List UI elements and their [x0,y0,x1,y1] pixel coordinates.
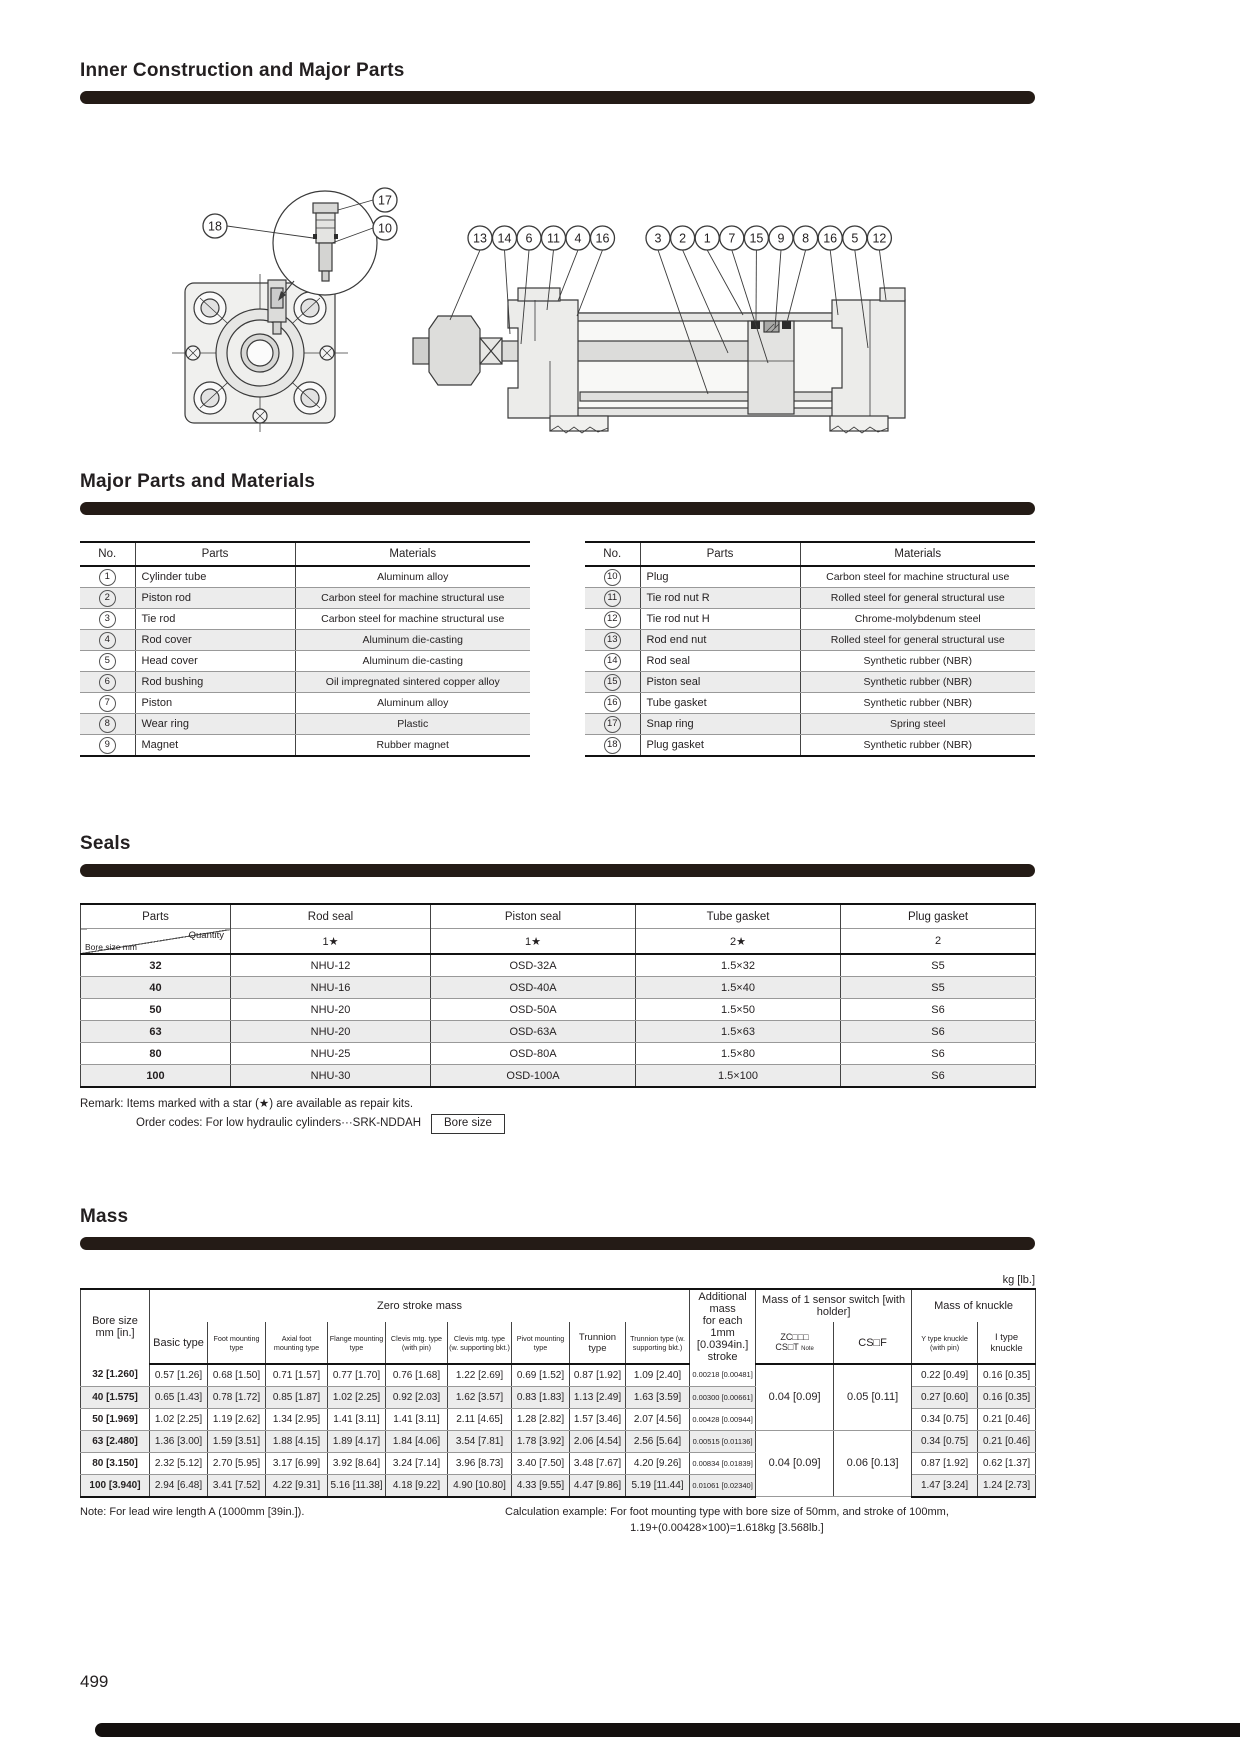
part-number-cell [585,693,640,714]
material-cell: Rolled steel for general structural use [800,630,1035,651]
mass-notes [80,1504,1035,1537]
zero-stroke-mass-cell: 4.47 [9.86] [570,1474,626,1497]
parts-row [80,651,530,672]
additional-mass-cell: 0.01061 [0.02340] [690,1474,756,1497]
svg-text:9: 9 [777,231,785,246]
seal-value-cell: OSD-100A [431,1065,636,1088]
zero-stroke-mass-cell: 3.54 [7.81] [448,1430,512,1452]
mass-of-knuckle-header: Mass of knuckle [912,1289,1036,1323]
material-cell: Aluminum die-casting [295,651,530,672]
seal-value-cell: S6 [841,1065,1036,1088]
knuckle-mass-cell: 0.34 [0.75] [912,1408,978,1430]
parts-row [585,714,1035,735]
part-number-cell [585,588,640,609]
zero-stroke-mass-header: Zero stroke mass [150,1289,690,1323]
svg-text:18: 18 [208,219,222,234]
mass-rule-bar [80,1237,1035,1250]
zero-stroke-mass-cell: 3.48 [7.67] [570,1452,626,1474]
additional-mass-cell: 0.00834 [0.01839] [690,1452,756,1474]
seal-value-cell: S6 [841,1021,1036,1043]
col-header-materials: Materials [295,542,530,566]
parts-row [80,693,530,714]
material-cell: Synthetic rubber (NBR) [800,651,1035,672]
zero-stroke-mass-cell: 2.07 [4.56] [626,1408,690,1430]
quantity-tube-gasket: 2★ [636,929,841,955]
zero-stroke-mass-cell: 0.57 [1.26] [150,1364,208,1387]
section-mass [80,1206,1035,1537]
material-cell: Aluminum die-casting [295,630,530,651]
circled-number: 16 [604,695,621,712]
svg-text:16: 16 [595,231,610,246]
material-cell: Synthetic rubber (NBR) [800,672,1035,693]
part-number-cell [80,714,135,735]
zero-stroke-mass-cell: 1.22 [2.69] [448,1364,512,1387]
col-clevis-supporting-bkt: Clevis mtg. type (w. supporting bkt.) [448,1322,512,1363]
svg-text:3: 3 [654,231,662,246]
seals-table [80,903,1036,1088]
circled-number: 11 [604,590,621,607]
svg-text:10: 10 [378,221,392,236]
part-name-cell: Snap ring [640,714,800,735]
svg-text:14: 14 [497,231,512,246]
col-header-materials: Materials [800,542,1035,566]
remark-line: Remark: Items marked with a star (★) are available as repair kits. [80,1098,414,1110]
seals-rule-bar [80,864,1035,877]
construction-diagram [80,148,1035,453]
material-cell: Carbon steel for machine structural use [295,609,530,630]
col-header-no: No. [80,542,135,566]
mass-row [81,1364,1036,1387]
col-axial-foot-mounting: Axial foot mounting type [266,1322,328,1363]
bore-size-cell: 40 [81,977,231,999]
sensor-cs-mass-cell: 0.06 [0.13] [834,1430,912,1497]
material-cell: Carbon steel for machine structural use [295,588,530,609]
sensor-cs-mass-cell: 0.05 [0.11] [834,1364,912,1431]
section-seals [80,833,1035,1134]
circled-number: 7 [99,695,116,712]
svg-text:16: 16 [823,231,838,246]
bore-size-cell: 32 [1.260] [81,1364,150,1387]
svg-text:15: 15 [749,231,764,246]
bore-size-cell: 80 [81,1043,231,1065]
parts-row [585,693,1035,714]
zero-stroke-mass-cell: 5.16 [11.38] [328,1474,386,1497]
part-number-cell [80,566,135,588]
circled-number: 12 [604,611,621,628]
col-i-type-knuckle: I type knuckle [978,1322,1036,1363]
zero-stroke-mass-cell: 1.88 [4.15] [266,1430,328,1452]
svg-text:4: 4 [574,231,582,246]
part-name-cell: Head cover [135,651,295,672]
bore-size-cell: 80 [3.150] [81,1452,150,1474]
seal-value-cell: NHU-20 [231,1021,431,1043]
seals-col-piston-seal: Piston seal [431,904,636,929]
part-name-cell: Piston rod [135,588,295,609]
bore-size-cell: 32 [81,954,231,977]
parts-row [80,714,530,735]
zero-stroke-mass-cell: 0.76 [1.68] [386,1364,448,1387]
zero-stroke-mass-cell: 0.85 [1.87] [266,1386,328,1408]
zero-stroke-mass-cell: 3.96 [8.73] [448,1452,512,1474]
parts-row [585,566,1035,588]
material-cell: Rubber magnet [295,735,530,757]
part-number-cell [80,693,135,714]
order-codes-text: Order codes: For low hydraulic cylinders···SRK-NDDAH [136,1116,422,1129]
zero-stroke-mass-cell: 1.02 [2.25] [328,1386,386,1408]
zero-stroke-mass-cell: 0.77 [1.70] [328,1364,386,1387]
callout-13 [450,226,492,320]
mass-title: Mass [80,1205,129,1227]
seals-row [81,1043,1036,1065]
seals-col-tube-gasket: Tube gasket [636,904,841,929]
sensor-zc-mass-cell: 0.04 [0.09] [756,1430,834,1497]
mass-bore-header: Bore size mm [in.] [81,1289,150,1364]
seals-title: Seals [80,833,131,854]
col-sensor-zc-cst: ZC□□□ CS□T Note [756,1322,834,1363]
svg-text:5: 5 [851,231,859,246]
sensor-switch-header: Mass of 1 sensor switch [with holder] [756,1289,912,1323]
zero-stroke-mass-cell: 2.06 [4.54] [570,1430,626,1452]
knuckle-mass-cell: 0.87 [1.92] [912,1452,978,1474]
major-parts-rule-bar [80,502,1035,515]
parts-row [80,672,530,693]
seal-value-cell: S6 [841,1043,1036,1065]
col-header-no: No. [585,542,640,566]
footer-bar [95,1723,1240,1737]
part-name-cell: Rod bushing [135,672,295,693]
circled-number: 13 [604,632,621,649]
material-cell: Carbon steel for machine structural use [800,566,1035,588]
part-number-cell [585,630,640,651]
col-pivot-mounting: Pivot mounting type [512,1322,570,1363]
additional-mass-cell: 0.00300 [0.00661] [690,1386,756,1408]
seal-value-cell: 1.5×63 [636,1021,841,1043]
part-name-cell: Piston [135,693,295,714]
lead-wire-note: Note: For lead wire length A (1000mm [39in.]). [80,1505,305,1518]
zero-stroke-mass-cell: 1.34 [2.95] [266,1408,328,1430]
knuckle-mass-cell: 0.34 [0.75] [912,1430,978,1452]
calculation-example [505,1504,949,1537]
parts-row [585,630,1035,651]
zero-stroke-mass-cell: 1.28 [2.82] [512,1408,570,1430]
zero-stroke-mass-cell: 0.87 [1.92] [570,1364,626,1387]
knuckle-mass-cell: 1.47 [3.24] [912,1474,978,1497]
material-cell: Aluminum alloy [295,693,530,714]
circled-number: 3 [99,611,116,628]
part-name-cell: Wear ring [135,714,295,735]
material-cell: Rolled steel for general structural use [800,588,1035,609]
bore-size-cell: 63 [81,1021,231,1043]
circled-number: 5 [99,653,116,670]
circled-number: 9 [99,737,116,754]
callout-15 [744,226,768,322]
seals-row [81,999,1036,1021]
zero-stroke-mass-cell: 3.17 [6.99] [266,1452,328,1474]
part-name-cell: Rod cover [135,630,295,651]
zero-stroke-mass-cell: 3.40 [7.50] [512,1452,570,1474]
zero-stroke-mass-cell: 4.33 [9.55] [512,1474,570,1497]
section-inner-construction [80,60,1035,453]
zero-stroke-mass-cell: 4.20 [9.26] [626,1452,690,1474]
bore-size-cell: 50 [1.969] [81,1408,150,1430]
seals-col-rod-seal: Rod seal [231,904,431,929]
svg-text:17: 17 [378,193,392,208]
zero-stroke-mass-cell: 2.32 [5.12] [150,1452,208,1474]
part-name-cell: Piston seal [640,672,800,693]
zero-stroke-mass-cell: 5.19 [11.44] [626,1474,690,1497]
seal-value-cell: OSD-63A [431,1021,636,1043]
parts-row [585,651,1035,672]
zero-stroke-mass-cell: 4.90 [10.80] [448,1474,512,1497]
knuckle-mass-cell: 0.16 [0.35] [978,1386,1036,1408]
circled-number: 14 [604,653,621,670]
title-rule-bar [80,91,1035,104]
col-trunnion-supporting-bkt: Trunnion type (w. supporting bkt.) [626,1322,690,1363]
circled-number: 18 [604,737,621,754]
svg-text:7: 7 [728,231,736,246]
zero-stroke-mass-cell: 1.59 [3.51] [208,1430,266,1452]
svg-text:1: 1 [703,231,711,246]
svg-text:13: 13 [473,231,487,246]
zero-stroke-mass-cell: 1.84 [4.06] [386,1430,448,1452]
zero-stroke-mass-cell: 1.41 [3.11] [386,1408,448,1430]
seal-value-cell: S5 [841,954,1036,977]
parts-row [80,735,530,757]
zero-stroke-mass-cell: 0.68 [1.50] [208,1364,266,1387]
bore-size-cell: 40 [1.575] [81,1386,150,1408]
material-cell: Oil impregnated sintered copper alloy [295,672,530,693]
additional-mass-cell: 0.00515 [0.01136] [690,1430,756,1452]
svg-text:11: 11 [547,231,560,246]
zero-stroke-mass-cell: 0.78 [1.72] [208,1386,266,1408]
order-codes-line [136,1114,1035,1134]
svg-text:12: 12 [872,231,887,246]
svg-text:6: 6 [525,231,533,246]
zero-stroke-mass-cell: 1.78 [3.92] [512,1430,570,1452]
part-number-cell [585,672,640,693]
material-cell: Chrome-molybdenum steel [800,609,1035,630]
zero-stroke-mass-cell: 4.22 [9.31] [266,1474,328,1497]
zero-stroke-mass-cell: 1.13 [2.49] [570,1386,626,1408]
part-number-cell [585,609,640,630]
unit-label: kg [lb.] [1002,1273,1035,1286]
zero-stroke-mass-cell: 4.18 [9.22] [386,1474,448,1497]
bore-size-cell: 63 [2.480] [81,1430,150,1452]
col-basic-type: Basic type [150,1322,208,1363]
knuckle-mass-cell: 0.21 [0.46] [978,1430,1036,1452]
bore-size-cell: 50 [81,999,231,1021]
knuckle-mass-cell: 0.21 [0.46] [978,1408,1036,1430]
zero-stroke-mass-cell: 3.24 [7.14] [386,1452,448,1474]
calc-line-2: 1.19+(0.00428×100)=1.618kg [3.568lb.] [630,1522,824,1535]
parts-row [585,588,1035,609]
part-name-cell: Tube gasket [640,693,800,714]
seal-value-cell: NHU-16 [231,977,431,999]
seals-row [81,1065,1036,1088]
seal-value-cell: 1.5×80 [636,1043,841,1065]
major-parts-title: Major Parts and Materials [80,471,316,492]
circled-number: 1 [99,569,116,586]
parts-row [585,672,1035,693]
quantity-plug-gasket: 2 [841,929,1036,955]
part-number-cell [585,735,640,757]
zero-stroke-mass-cell: 2.56 [5.64] [626,1430,690,1452]
zero-stroke-mass-cell: 2.94 [6.48] [150,1474,208,1497]
part-number-cell [80,630,135,651]
additional-mass-cell: 0.00428 [0.00944] [690,1408,756,1430]
seal-value-cell: 1.5×100 [636,1065,841,1088]
part-number-cell [80,651,135,672]
circled-number: 17 [604,716,621,733]
part-number-cell [80,672,135,693]
zero-stroke-mass-cell: 0.92 [2.03] [386,1386,448,1408]
part-number-cell [585,651,640,672]
zero-stroke-mass-cell: 1.41 [3.11] [328,1408,386,1430]
circled-number: 15 [604,674,621,691]
knuckle-mass-cell: 0.22 [0.49] [912,1364,978,1387]
svg-text:2: 2 [679,231,687,246]
col-trunnion: Trunnion type [570,1322,626,1363]
seals-diagonal-header [81,929,231,955]
col-header-parts: Parts [640,542,800,566]
seal-value-cell: NHU-30 [231,1065,431,1088]
circled-number: 10 [604,569,621,586]
seals-row [81,954,1036,977]
parts-materials-table-right [585,541,1035,757]
part-number-cell [585,714,640,735]
knuckle-mass-cell: 1.24 [2.73] [978,1474,1036,1497]
parts-row [80,566,530,588]
seal-value-cell: NHU-25 [231,1043,431,1065]
zero-stroke-mass-cell: 1.63 [3.59] [626,1386,690,1408]
part-name-cell: Tie rod nut R [640,588,800,609]
col-foot-mounting: Foot mounting type [208,1322,266,1363]
cylinder-cross-section-drawing [80,148,1035,448]
parts-row [80,609,530,630]
parts-materials-table-left [80,541,530,757]
part-name-cell: Tie rod [135,609,295,630]
seal-value-cell: OSD-32A [431,954,636,977]
circled-number: 6 [99,674,116,691]
zero-stroke-mass-cell: 2.11 [4.65] [448,1408,512,1430]
parts-row [585,609,1035,630]
seal-value-cell: 1.5×40 [636,977,841,999]
part-name-cell: Rod seal [640,651,800,672]
quantity-label: Quantity [188,930,224,941]
seal-value-cell: OSD-80A [431,1043,636,1065]
material-cell: Synthetic rubber (NBR) [800,693,1035,714]
section-major-parts [80,471,1035,757]
knuckle-mass-cell: 0.62 [1.37] [978,1452,1036,1474]
zero-stroke-mass-cell: 1.19 [2.62] [208,1408,266,1430]
seal-value-cell: 1.5×32 [636,954,841,977]
additional-mass-cell: 0.00218 [0.00481] [690,1364,756,1387]
zero-stroke-mass-cell: 3.92 [8.64] [328,1452,386,1474]
bore-size-cell: 100 [3.940] [81,1474,150,1497]
part-number-cell [80,609,135,630]
circled-number: 8 [99,716,116,733]
seals-row [81,977,1036,999]
part-name-cell: Cylinder tube [135,566,295,588]
bore-size-label: Bore size mm [85,942,137,952]
part-name-cell: Rod end nut [640,630,800,651]
sensor-zc-mass-cell: 0.04 [0.09] [756,1364,834,1431]
seal-value-cell: NHU-20 [231,999,431,1021]
calc-line-1: Calculation example: For foot mounting type with bore size of 50mm, and stroke of 100mm, [505,1505,949,1518]
zero-stroke-mass-cell: 3.41 [7.52] [208,1474,266,1497]
material-cell: Spring steel [800,714,1035,735]
zero-stroke-mass-cell: 0.83 [1.83] [512,1386,570,1408]
seal-value-cell: 1.5×50 [636,999,841,1021]
material-cell: Synthetic rubber (NBR) [800,735,1035,757]
mass-table [80,1288,1036,1498]
part-number-cell [585,566,640,588]
seals-corner-parts: Parts [81,904,231,929]
seal-value-cell: OSD-50A [431,999,636,1021]
seal-value-cell: NHU-12 [231,954,431,977]
seals-remark [80,1096,1035,1134]
part-name-cell: Tie rod nut H [640,609,800,630]
knuckle-mass-cell: 0.16 [0.35] [978,1364,1036,1387]
seal-value-cell: OSD-40A [431,977,636,999]
circled-number: 2 [99,590,116,607]
knuckle-mass-cell: 0.27 [0.60] [912,1386,978,1408]
zero-stroke-mass-cell: 1.09 [2.40] [626,1364,690,1387]
zero-stroke-mass-cell: 1.57 [3.46] [570,1408,626,1430]
zero-stroke-mass-cell: 2.70 [5.95] [208,1452,266,1474]
zero-stroke-mass-cell: 0.65 [1.43] [150,1386,208,1408]
col-y-type-knuckle: Y type knuckle (with pin) [912,1322,978,1363]
part-number-cell [80,588,135,609]
col-sensor-csf: CS□F [834,1322,912,1363]
material-cell: Plastic [295,714,530,735]
zero-stroke-mass-cell: 1.89 [4.17] [328,1430,386,1452]
material-cell: Aluminum alloy [295,566,530,588]
col-flange-mounting: Flange mounting type [328,1322,386,1363]
zero-stroke-mass-cell: 1.36 [3.00] [150,1430,208,1452]
mass-row [81,1430,1036,1452]
col-clevis-with-pin: Clevis mtg. type (with pin) [386,1322,448,1363]
zero-stroke-mass-cell: 1.02 [2.25] [150,1408,208,1430]
parts-row [80,588,530,609]
part-number-cell [80,735,135,757]
parts-row [585,735,1035,757]
part-name-cell: Plug gasket [640,735,800,757]
bore-size-box: Bore size [431,1114,505,1134]
quantity-rod-seal: 1★ [231,929,431,955]
seals-col-plug-gasket: Plug gasket [841,904,1036,929]
svg-text:8: 8 [802,231,810,246]
zero-stroke-mass-cell: 0.69 [1.52] [512,1364,570,1387]
part-name-cell: Plug [640,566,800,588]
zero-stroke-mass-cell: 1.62 [3.57] [448,1386,512,1408]
page-title: Inner Construction and Major Parts [80,60,405,81]
circled-number: 4 [99,632,116,649]
page-number: 499 [80,1672,109,1691]
seal-value-cell: S6 [841,999,1036,1021]
bore-size-cell: 100 [81,1065,231,1088]
quantity-piston-seal: 1★ [431,929,636,955]
col-header-parts: Parts [135,542,295,566]
additional-mass-header: Additional mass for each 1mm [0.0394in.] stroke [690,1289,756,1364]
seal-value-cell: S5 [841,977,1036,999]
part-name-cell: Magnet [135,735,295,757]
parts-row [80,630,530,651]
zero-stroke-mass-cell: 0.71 [1.57] [266,1364,328,1387]
seals-row [81,1021,1036,1043]
